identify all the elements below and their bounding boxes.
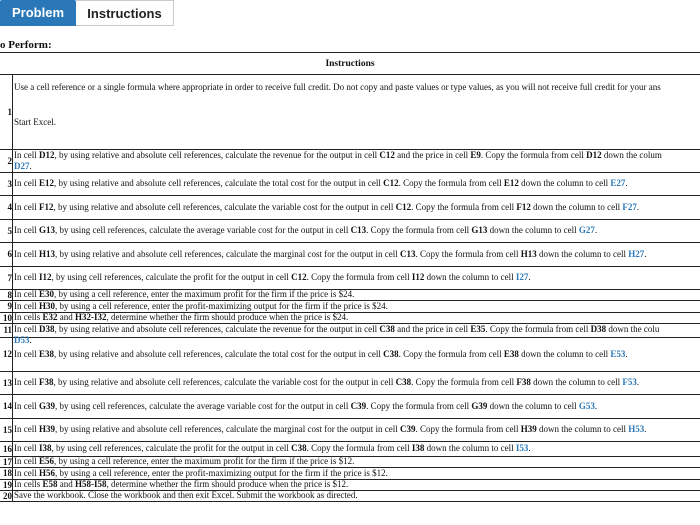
- instruction-segment: . Copy the formula from cell: [306, 272, 412, 282]
- instruction-segment: In cell: [14, 424, 39, 434]
- instruction-segment: and the price in cell: [394, 324, 471, 334]
- row-number: 18: [3, 468, 12, 478]
- instruction-text: [14, 443, 700, 454]
- cell-reference: C13: [399, 248, 416, 259]
- instruction-segment: . Copy the formula from cell: [398, 348, 504, 359]
- cell-reference: C39: [350, 400, 367, 411]
- grid-line: [0, 266, 700, 267]
- cell-reference: G53: [578, 400, 595, 411]
- instruction-segment: In cell: [14, 289, 39, 299]
- cell-reference: E56: [39, 456, 55, 466]
- instruction-segment: In cells: [14, 312, 43, 322]
- grid-line: [12, 74, 13, 502]
- instruction-segment: down the column to cell: [424, 272, 516, 282]
- cell-reference: H13: [520, 248, 537, 259]
- cell-reference: D53: [14, 335, 30, 345]
- grid-line: [0, 441, 700, 442]
- instruction-segment: .: [29, 335, 32, 345]
- instruction-segment: , by using a cell reference, enter the maximum profit for the firm if the price is $12.: [54, 456, 355, 466]
- cell-reference: H30: [39, 300, 56, 311]
- cell-reference: I12: [411, 272, 425, 282]
- instruction-text: [14, 301, 700, 312]
- cell-reference: F53: [622, 377, 637, 387]
- instruction-segment: down the column to cell: [424, 443, 516, 453]
- instruction-segment: . Copy the formula from cell: [415, 248, 521, 259]
- instruction-line: [14, 312, 700, 323]
- cell-reference: I38: [411, 443, 425, 453]
- instruction-segment: In cell: [14, 467, 39, 478]
- instruction-text: [14, 424, 700, 435]
- instruction-segment: .: [625, 348, 628, 359]
- instruction-line: [14, 335, 700, 346]
- instruction-line: [14, 301, 700, 312]
- instruction-line: [14, 117, 700, 128]
- cell-reference: D38: [590, 324, 607, 334]
- cell-reference: H13: [39, 248, 56, 259]
- instruction-segment: In cell: [14, 225, 39, 235]
- instruction-text: [14, 150, 700, 172]
- instruction-text: [14, 377, 700, 388]
- instruction-segment: , by using cell references, calculate the average variable cost for the output in cell: [55, 225, 351, 235]
- instruction-segment: , by using relative and absolute cell references, calculate the total cost for the output in cell: [54, 178, 384, 188]
- row-number: 2: [7, 155, 12, 166]
- instruction-segment: In cell: [14, 201, 39, 212]
- instruction-line: [14, 424, 700, 435]
- cell-reference: F12: [39, 201, 54, 212]
- cell-reference: G13: [471, 225, 488, 235]
- instruction-segment: . Copy the formula from cell: [366, 400, 472, 411]
- instruction-segment: , by using relative and absolute cell references, calculate the variable cost for the output in cell: [53, 377, 396, 387]
- instruction-text: [14, 456, 700, 467]
- instruction-text: [14, 312, 700, 323]
- instruction-segment: . Copy the formula from cell: [485, 324, 591, 334]
- grid-line: [0, 371, 700, 372]
- instruction-segment: In cell: [14, 300, 39, 311]
- cell-reference: G39: [39, 400, 56, 411]
- instruction-segment: down the colu: [606, 324, 660, 334]
- row-number: 8: [7, 290, 12, 300]
- instruction-segment: In cell: [14, 150, 39, 160]
- instruction-line: [14, 349, 700, 360]
- instruction-segment: Use a cell reference or a single formula where appropriate in order to receive full credit. Do not copy and paste values or type values, as you will not receive full credit for your ans: [14, 82, 661, 92]
- instruction-segment: . Copy the formula from cell: [306, 443, 412, 453]
- cell-reference: E53: [610, 348, 626, 359]
- cell-reference: C38: [379, 324, 395, 334]
- cell-reference: I27: [515, 272, 529, 282]
- instruction-segment: and the price in cell: [394, 150, 471, 160]
- grid-line: [0, 242, 700, 243]
- instruction-segment: , by using a cell reference, enter the profit-maximizing output for the firm if the price is $24.: [55, 300, 388, 311]
- instruction-segment: .: [528, 272, 531, 282]
- instruction-segment: , by using relative and absolute cell references, calculate the marginal cost for the output in cell: [55, 248, 400, 259]
- grid-line: [0, 52, 700, 53]
- cell-reference: C12: [379, 150, 395, 160]
- instruction-line: [14, 377, 700, 388]
- instruction-segment: . Copy the formula from cell: [366, 225, 472, 235]
- instruction-line: [14, 272, 700, 283]
- instruction-segment: down the column to cell: [487, 225, 579, 235]
- instruction-segment: down the column to cell: [536, 424, 629, 434]
- instruction-segment: .: [644, 248, 647, 259]
- instruction-line: [14, 202, 700, 213]
- instruction-line: [14, 468, 700, 479]
- grid-line: [0, 501, 700, 502]
- grid-line: [0, 219, 700, 220]
- instruction-segment: down the column to cell: [536, 248, 629, 259]
- row-number: 3: [7, 178, 12, 189]
- instruction-segment: In cell: [14, 324, 39, 334]
- perform-heading: o Perform:: [0, 39, 52, 51]
- instruction-segment: .: [636, 201, 640, 212]
- instruction-segment: , by using a cell reference, enter the profit-maximizing output for the firm if the price is $12.: [55, 467, 388, 478]
- instruction-line: [14, 324, 700, 335]
- cell-reference: E38: [39, 348, 55, 359]
- instruction-segment: , by using cell references, calculate the average variable cost for the output in cell: [55, 400, 351, 411]
- cell-reference: H58-I58: [75, 479, 107, 489]
- instruction-segment: . Copy the formula from cell: [480, 150, 587, 160]
- instruction-segment: and: [57, 479, 76, 489]
- row-number: 13: [3, 377, 12, 388]
- row-number: 1: [7, 106, 12, 117]
- instruction-segment: , by using relative and absolute cell references, calculate the revenue for the output in cell: [54, 150, 380, 160]
- cell-reference: H32-I32: [75, 312, 107, 322]
- instruction-segment: , determine whether the firm should produce when the price is $12.: [106, 479, 349, 489]
- instruction-segment: , by using relative and absolute cell references, calculate the revenue for the output in cell: [54, 324, 380, 334]
- instruction-segment: In cell: [14, 272, 39, 282]
- cell-reference: H39: [39, 424, 56, 434]
- instruction-segment: .: [29, 161, 32, 171]
- instruction-line: [14, 490, 700, 501]
- cell-reference: F38: [39, 377, 54, 387]
- row-number: 10: [3, 313, 12, 323]
- instruction-segment: .: [528, 443, 531, 453]
- cell-reference: F27: [622, 201, 637, 212]
- tab-instructions[interactable]: Instructions: [76, 0, 174, 26]
- instruction-segment: In cell: [14, 178, 39, 188]
- grid-line: [0, 418, 700, 419]
- instruction-segment: , by using cell references, calculate the profit for the output in cell: [51, 272, 292, 282]
- instruction-line: [14, 150, 700, 161]
- instruction-line: [14, 479, 700, 490]
- instruction-line: [14, 178, 700, 189]
- instruction-segment: In cell: [14, 443, 39, 453]
- cell-reference: I38: [39, 443, 52, 453]
- row-number: 6: [7, 249, 12, 259]
- table-header: Instructions: [325, 59, 375, 69]
- instruction-segment: Save the workbook. Close the workbook and then exit Excel. Submit the workbook as directed.: [14, 490, 358, 500]
- cell-reference: C12: [291, 272, 307, 282]
- instruction-segment: down the column to cell: [487, 400, 579, 411]
- instruction-segment: down the column to cell: [518, 348, 611, 359]
- instruction-segment: In cell: [14, 348, 39, 359]
- cell-reference: D27: [14, 161, 30, 171]
- row-number: 11: [3, 325, 12, 335]
- instruction-segment: down the column to cell: [530, 201, 623, 212]
- instruction-segment: , by using a cell reference, enter the maximum profit for the firm if the price is $24.: [54, 289, 355, 299]
- row-number: 19: [3, 480, 12, 490]
- instruction-text: [14, 272, 700, 283]
- instruction-segment: In cell: [14, 456, 39, 466]
- row-number: 4: [7, 202, 12, 212]
- instruction-segment: .: [625, 178, 628, 188]
- instruction-segment: . Copy the formula from cell: [415, 424, 521, 434]
- instruction-text: [14, 249, 700, 260]
- cell-reference: E32: [42, 312, 58, 322]
- tab-bar: [0, 0, 700, 28]
- cell-reference: E38: [503, 348, 519, 359]
- cell-reference: F12: [516, 201, 531, 212]
- instruction-text: [14, 479, 700, 490]
- instruction-segment: . Copy the formula from cell: [411, 201, 517, 212]
- instruction-segment: .: [594, 225, 598, 235]
- cell-reference: H39: [520, 424, 537, 434]
- cell-reference: C12: [395, 201, 412, 212]
- cell-reference: I53: [515, 443, 529, 453]
- cell-reference: C12: [383, 178, 399, 188]
- instruction-segment: , by using relative and absolute cell references, calculate the total cost for the output in cell: [54, 348, 384, 359]
- instruction-segment: , by using relative and absolute cell references, calculate the variable cost for the output in cell: [53, 201, 396, 212]
- instructions-table: [0, 52, 700, 503]
- instruction-segment: .: [644, 424, 647, 434]
- cell-reference: E30: [39, 289, 55, 299]
- instruction-text: [14, 289, 700, 300]
- instruction-line: [14, 401, 700, 412]
- cell-reference: G27: [578, 225, 595, 235]
- cell-reference: C38: [395, 377, 412, 387]
- instruction-segment: . Copy the formula from cell: [398, 178, 504, 188]
- instruction-segment: , determine whether the firm should produce when the price is $24.: [106, 312, 349, 322]
- cell-reference: H53: [628, 424, 645, 434]
- tab-problem[interactable]: Problem: [0, 0, 76, 26]
- instruction-segment: In cell: [14, 248, 39, 259]
- cell-reference: C39: [399, 424, 416, 434]
- cell-reference: E58: [42, 479, 58, 489]
- instruction-text: [14, 225, 700, 236]
- instruction-segment: In cells: [14, 479, 43, 489]
- row-number: 17: [3, 457, 12, 467]
- instruction-text: [14, 324, 700, 346]
- instruction-text: [14, 178, 700, 189]
- instruction-segment: down the colum: [601, 150, 662, 160]
- cell-reference: G39: [471, 400, 488, 411]
- cell-reference: H56: [39, 467, 56, 478]
- grid-line: [0, 172, 700, 173]
- cell-reference: C38: [291, 443, 307, 453]
- row-number: 14: [3, 401, 12, 411]
- instruction-segment: . Copy the formula from cell: [411, 377, 517, 387]
- cell-reference: E12: [503, 178, 519, 188]
- instruction-segment: .: [594, 400, 598, 411]
- instruction-text: [14, 490, 700, 501]
- row-number: 5: [7, 225, 12, 236]
- row-number: 16: [3, 443, 12, 454]
- instruction-segment: , by using cell references, calculate the profit for the output in cell: [51, 443, 292, 453]
- cell-reference: E35: [470, 324, 486, 334]
- cell-reference: C38: [383, 348, 399, 359]
- instruction-line: [14, 456, 700, 467]
- cell-reference: E9: [470, 150, 481, 160]
- row-number: 12: [3, 349, 12, 359]
- instruction-line: [14, 82, 700, 93]
- instruction-segment: In cell: [14, 400, 39, 411]
- instruction-segment: down the column to cell: [518, 178, 611, 188]
- instruction-segment: down the column to cell: [530, 377, 623, 387]
- cell-reference: F38: [516, 377, 531, 387]
- row-number: 7: [7, 272, 12, 283]
- cell-reference: E12: [39, 178, 55, 188]
- instruction-segment: In cell: [14, 377, 39, 387]
- instruction-text: [14, 82, 700, 128]
- row-number: 15: [3, 424, 12, 435]
- instruction-line: [14, 249, 700, 260]
- grid-line: [0, 394, 700, 395]
- instruction-line: [14, 443, 700, 454]
- grid-line: [0, 74, 700, 75]
- instruction-text: [14, 468, 700, 479]
- instruction-segment: , by using relative and absolute cell references, calculate the marginal cost for the output in cell: [55, 424, 400, 434]
- cell-reference: H27: [628, 248, 645, 259]
- cell-reference: I12: [39, 272, 52, 282]
- cell-reference: E27: [610, 178, 626, 188]
- row-number: 9: [7, 301, 12, 311]
- instruction-text: [14, 401, 700, 412]
- cell-reference: C13: [350, 225, 367, 235]
- instruction-text: [14, 202, 700, 213]
- instruction-line: [14, 161, 700, 172]
- instruction-segment: .: [636, 377, 640, 387]
- cell-reference: D12: [39, 150, 55, 160]
- instruction-segment: Start Excel.: [14, 117, 56, 127]
- row-number: 20: [3, 491, 12, 501]
- instruction-line: [14, 289, 700, 300]
- cell-reference: G13: [39, 225, 56, 235]
- instruction-segment: and: [57, 312, 76, 322]
- instruction-text: [14, 349, 700, 360]
- cell-reference: D12: [586, 150, 602, 160]
- instruction-line: [14, 225, 700, 236]
- cell-reference: D38: [39, 324, 55, 334]
- grid-line: [0, 195, 700, 196]
